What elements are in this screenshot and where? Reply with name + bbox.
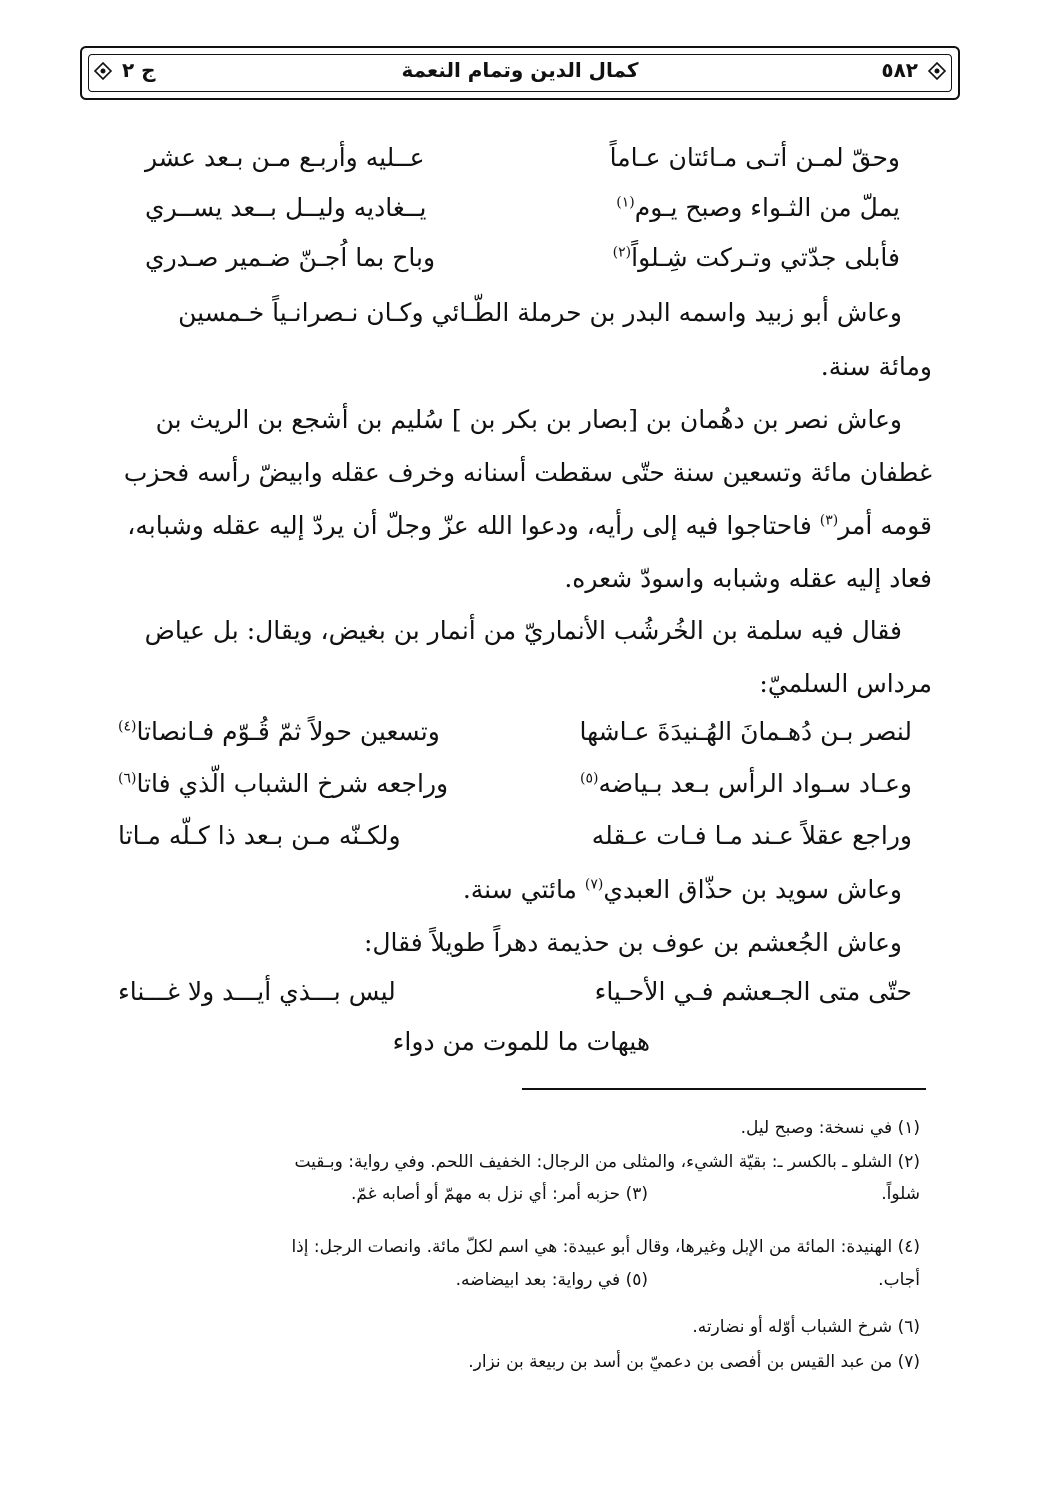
verse-text: وباح بما اُجـنّ ضـمير صـدري: [145, 243, 436, 272]
verse-hemistich: [118, 717, 440, 746]
running-header: [80, 46, 960, 100]
book-title: كمال الدين وتمام النعمة: [401, 58, 639, 82]
verse-text: وراجعه شرخ الشباب الّذي فاتا: [136, 769, 449, 798]
footnote-marker: (٤): [118, 718, 137, 735]
verse-hemistich: [616, 193, 900, 222]
footnote-marker: (٢): [612, 244, 632, 261]
body-line: مرداس السلميّ:: [759, 669, 932, 698]
body-text: فاحتاجوا فيه إلى رأيه، ودعوا الله عزّ وجلّ أن يردّ إليه عقله وشبابه،: [127, 511, 820, 540]
body-line: وعاش الجُعشم بن عوف بن حذيمة دهراً طويلاً فقال:: [363, 928, 902, 957]
verse-hemistich: [393, 1027, 650, 1056]
footnote-separator: [522, 1088, 926, 1090]
verse-text: وتسعين حولاً ثمّ قُـوّم فـانصاتا: [136, 717, 440, 746]
body-line: فعاد إليه عقله وشبابه واسودّ شعره.: [564, 564, 932, 593]
body-text: قومه أمر: [838, 511, 932, 540]
footnote: (٤) الهنيدة: المائة من الإبل وغيرها، وقال أبو عبيدة: هي اسم لكلّ مائة. وانصات الرجل: إذا: [291, 1237, 920, 1257]
verse-text: هيهات ما للموت من دواء: [392, 1027, 650, 1056]
verse-hemistich: [118, 977, 396, 1006]
verse-hemistich: [592, 821, 912, 850]
body-line: ومائة سنة.: [820, 352, 932, 381]
footnote: (٧) من عبد القيس بن أفصى بن دعميّ بن أسد بن ربيعة بن نزار.: [468, 1352, 920, 1372]
verse-hemistich: [580, 717, 912, 746]
footnote-marker: (٥): [580, 770, 599, 787]
verse-hemistich: [145, 193, 427, 222]
verse-text: ولكـنّه مـن بـعد ذا كـلّه مـاتا: [118, 821, 401, 850]
footnote: شلواً.: [881, 1184, 920, 1204]
footnote-marker: (٣): [819, 512, 839, 529]
verse-hemistich: [145, 143, 424, 172]
verse-hemistich: [118, 769, 448, 798]
footnote-marker: (٧): [584, 876, 604, 893]
verse-hemistich: [118, 821, 401, 850]
verse-hemistich: [613, 243, 900, 272]
footnote-marker: (٦): [118, 770, 137, 787]
body-text: وعاش سويد بن حذّاق العبدي: [603, 875, 902, 904]
verse-text: وعـاد سـواد الرأس بـعد بـياضه: [598, 769, 912, 798]
verse-text: يــغاديه وليــل بــعد يســري: [145, 193, 427, 222]
body-line: وعاش أبو زبيد واسمه البدر بن حرملة الطّـائي وكـان نـصرانـياً خـمسين: [178, 298, 902, 327]
verse-hemistich: [610, 143, 900, 172]
verse-hemistich: [145, 243, 435, 272]
page-number: ٥٨٢: [881, 58, 918, 82]
verse-text: عــليه وأربـع مـن بـعد عشر: [145, 143, 425, 172]
body-line: [127, 509, 932, 543]
body-line: [463, 873, 902, 907]
footnote: أجاب.: [878, 1270, 920, 1290]
verse-text: وحقّ لمـن أتـى مـائتان عـاماً: [609, 143, 900, 172]
verse-text: وراجع عقلاً عـند مـا فـات عـقله: [591, 821, 912, 850]
verse-hemistich: [595, 977, 912, 1006]
body-line: غطفان مائة وتسعين سنة حتّى سقطت أسنانه وخرف عقله وابيضّ رأسه فحزب: [123, 458, 932, 487]
verse-hemistich: [580, 769, 912, 798]
footnote: (٦) شرخ الشباب أوّله أو نضارته.: [692, 1317, 920, 1337]
verse-text: لنصر بـن دُهـمانَ الهُـنيدَةَ عـاشها: [579, 717, 912, 746]
body-text: مائتي سنة.: [462, 875, 585, 904]
footnote-marker: (١): [616, 194, 635, 211]
verse-text: فأبلى جدّتي وتـركت شِـلواً: [631, 243, 900, 272]
footnote: (١) في نسخة: وصبح ليل.: [740, 1118, 920, 1138]
footnote: (٣) حزبه أمر: أي نزل به مهمّ أو أصابه غمّ.: [350, 1184, 648, 1204]
footnote: (٢) الشلو ـ بالكسر ـ: بقيّة الشيء، والمثلى من الرجال: الخفيف اللحم. وفي رواية: وبـقيت: [294, 1152, 920, 1172]
volume-label: ج ٢: [122, 58, 156, 82]
body-line: وعاش نصر بن دهُمان بن [بصار بن بكر بن ] سُليم بن أشجع بن الريث بن: [155, 405, 902, 434]
body-line: فقال فيه سلمة بن الخُرشُب الأنماريّ من أنمار بن بغيض، ويقال: بل عياض: [144, 616, 902, 645]
verse-text: ليس بـــذي أيـــد ولا غـــناء: [118, 977, 396, 1006]
verse-text: يملّ من الثـواء وصبح يـوم: [634, 193, 900, 222]
verse-text: حتّى متى الجـعشم فـي الأحـياء: [594, 977, 912, 1006]
footnote: (٥) في رواية: بعد ابيضاضه.: [455, 1270, 648, 1290]
